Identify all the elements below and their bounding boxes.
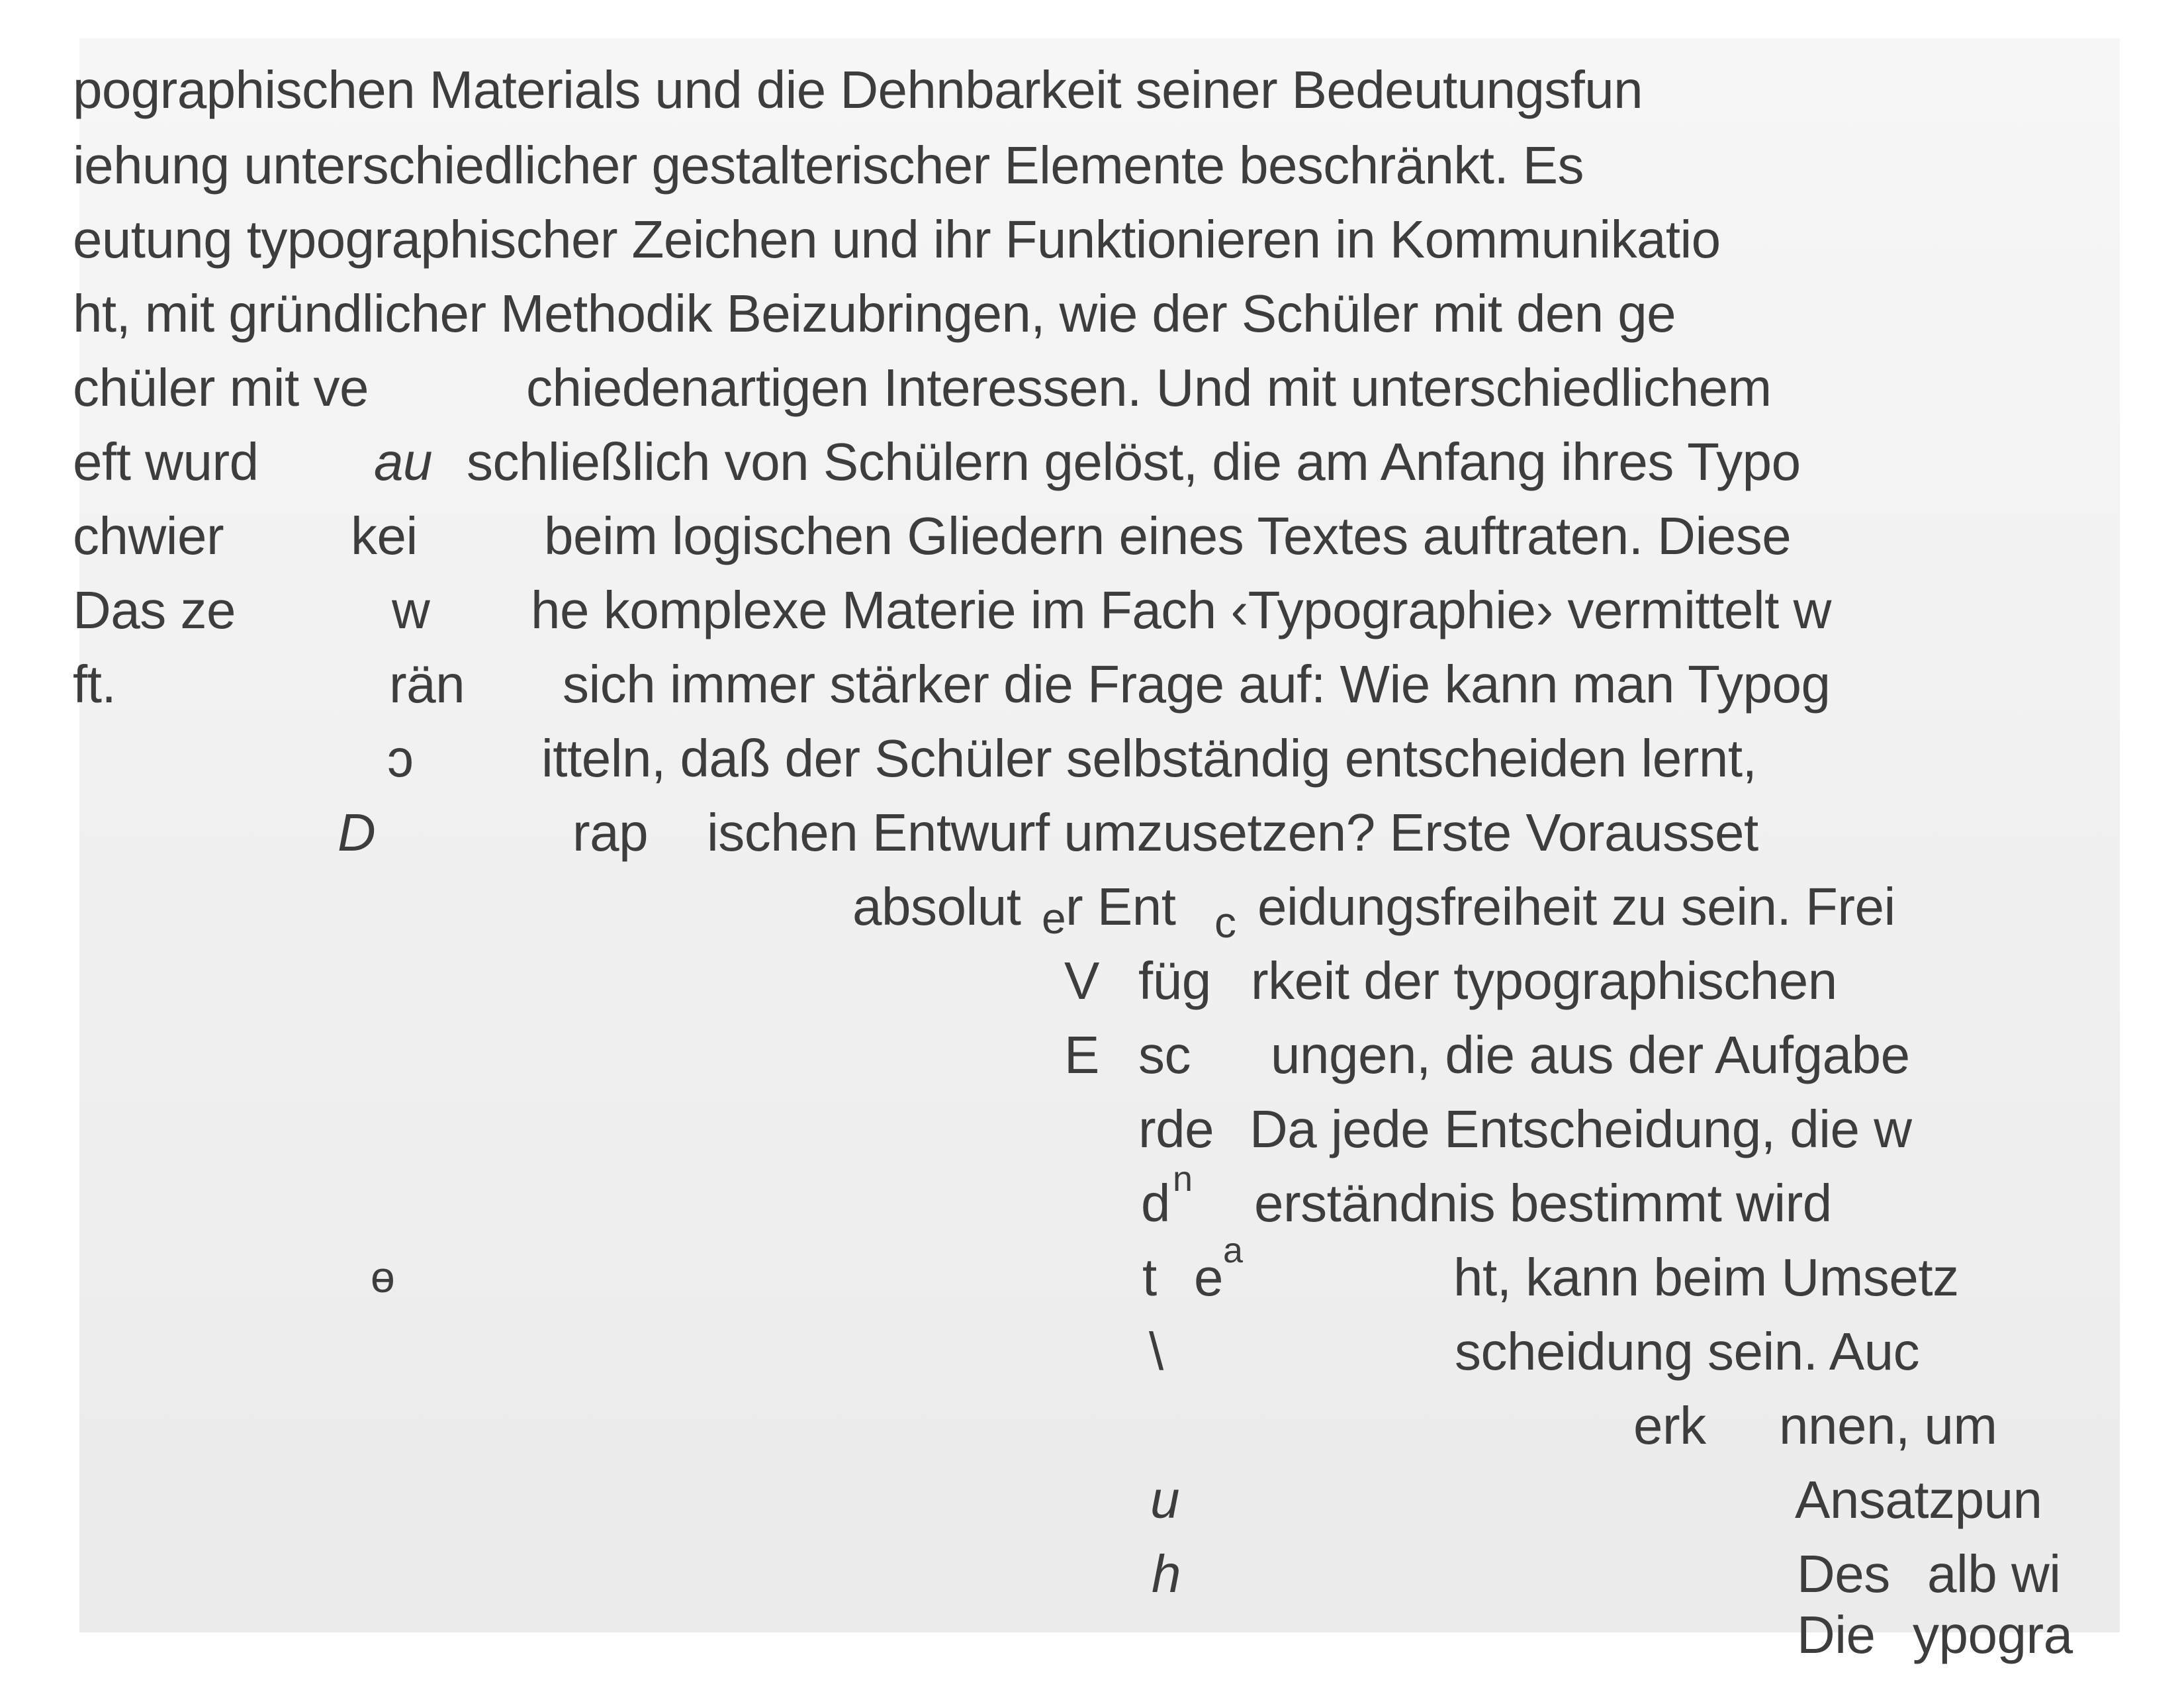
text-line-4: ht, mit gründlicher Methodik Beizubringen, wie der Schüler mit den ge xyxy=(73,284,1676,343)
fragment: chüler mit ve xyxy=(73,358,369,417)
fragment: füg xyxy=(1138,951,1211,1010)
fragment: c xyxy=(1214,898,1236,947)
fragment: scheidung sein. Auc xyxy=(1455,1322,1920,1381)
fragment: beim logischen Gliedern eines Textes auftraten. Diese xyxy=(544,506,1792,565)
fragment: ɵ xyxy=(371,1252,395,1301)
fragment: schließlich von Schülern gelöst, die am Anfang ihres Typo xyxy=(467,432,1801,491)
fragment: Des xyxy=(1797,1544,1890,1603)
fragment: Da jede Entscheidung, die w xyxy=(1250,1100,1912,1158)
fragment: rkeit der typographischen xyxy=(1251,951,1837,1010)
page-photo xyxy=(73,38,2120,1664)
fragment: rap xyxy=(572,803,649,862)
fragment: eidungsfreiheit zu sein. Frei xyxy=(1257,877,1895,936)
fragment: erständnis bestimmt wird xyxy=(1254,1174,1832,1233)
fragment: alb wi xyxy=(1927,1544,2061,1603)
fragment: eft wurd xyxy=(73,432,259,491)
fragment: he komplexe Materie im Fach ‹Typographie› vermittelt w xyxy=(531,581,1831,639)
fragment: Das ze xyxy=(73,581,236,639)
fragment: rän xyxy=(389,655,465,714)
fragment: w xyxy=(392,581,430,639)
text-line-1: pographischen Materials und die Dehnbarkeit seiner Bedeutungsfun xyxy=(73,60,1643,119)
fragment: rde xyxy=(1138,1100,1214,1158)
fragment: \ xyxy=(1149,1322,1163,1381)
fragment: D xyxy=(338,803,376,862)
fragment: erk xyxy=(1633,1396,1706,1455)
fragment: ft. xyxy=(73,655,116,714)
fragment: nnen, um xyxy=(1779,1396,1997,1455)
fragment: t xyxy=(1142,1248,1157,1307)
fragment: n xyxy=(1173,1159,1193,1199)
fragment: d xyxy=(1141,1174,1170,1233)
fragment: e xyxy=(1194,1248,1223,1307)
fragment: V xyxy=(1064,951,1099,1010)
text-line-2: iehung unterschiedlicher gestalterischer Elemente beschränkt. Es xyxy=(73,136,1584,195)
fragment: absolut xyxy=(852,877,1021,936)
fragment: kei xyxy=(351,506,418,565)
fragment: sc xyxy=(1138,1025,1191,1084)
fragment: ypogra xyxy=(1913,1605,2073,1664)
fragment: au xyxy=(374,432,432,491)
fragment: r Ent xyxy=(1066,877,1176,936)
fragment: ungen, die aus der Aufgabe xyxy=(1271,1025,1910,1084)
fragment: E xyxy=(1064,1025,1099,1084)
fragment: chwier xyxy=(73,506,224,565)
fragment: ht, kann beim Umsetz xyxy=(1453,1248,1959,1307)
fragment: a xyxy=(1223,1231,1243,1270)
fragment: Ansatzpun xyxy=(1795,1470,2042,1529)
fragment: sich immer stärker die Frage auf: Wie kann man Typog xyxy=(563,655,1831,714)
fragment: ischen Entwurf umzusetzen? Erste Vorausset xyxy=(707,803,1758,862)
fragment: Die xyxy=(1797,1605,1876,1664)
fragment: chiedenartigen Interessen. Und mit unterschiedlichem xyxy=(526,358,1772,417)
fragment: itteln, daß der Schüler selbständig entscheiden lernt, xyxy=(541,729,1757,788)
fragment: h xyxy=(1152,1544,1181,1603)
text-line-3: eutung typographischer Zeichen und ihr Funktionieren in Kommunikatio xyxy=(73,210,1721,269)
fragment: ɔ xyxy=(387,729,414,788)
fragment: e xyxy=(1042,894,1066,943)
fragment: u xyxy=(1150,1470,1179,1529)
